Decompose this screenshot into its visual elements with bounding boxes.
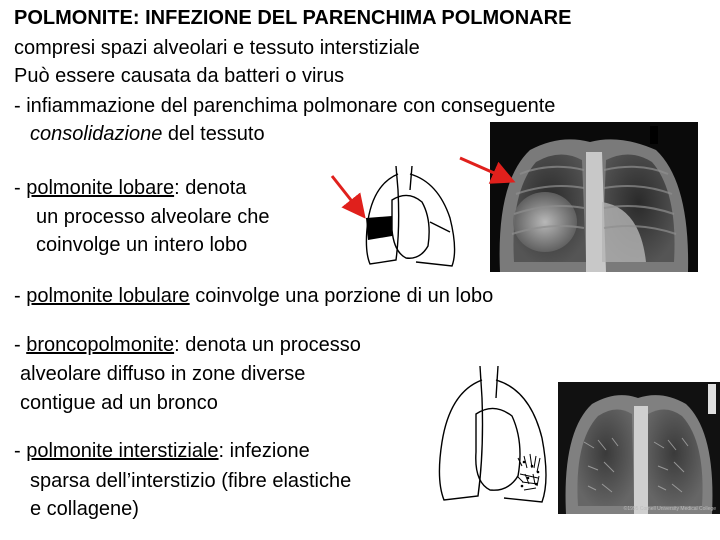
term-polmonite-lobulare: polmonite lobulare	[26, 285, 190, 307]
item-lobulare-text: coinvolge una porzione di un lobo	[189, 285, 494, 307]
intro-line-3: - infiammazione del parenchima polmonare con conseguente	[14, 95, 556, 117]
item-prefix: -	[14, 440, 27, 462]
term-broncopolmonite: broncopolmonite	[26, 334, 175, 356]
intro-line-4-rest: del tessuto	[162, 123, 265, 145]
intro-line-1: compresi spazi alveolari e tessuto interstiziale	[14, 37, 420, 59]
term-polmonite-interstiziale: polmonite interstiziale	[26, 440, 219, 462]
item-prefix: -	[14, 177, 27, 199]
item-broncopolmonite-text: : denota un processo	[174, 334, 361, 356]
term-polmonite-lobare: polmonite lobare	[26, 177, 175, 199]
item-prefix: -	[14, 285, 27, 307]
item-broncopolmonite-cont-2: contigue ad un bronco	[20, 392, 218, 414]
item-lobare-text: : denota	[174, 177, 247, 199]
arrow-to-diagram	[332, 176, 362, 214]
xray-credit: ©1995 Cornell University Medical College	[623, 506, 716, 512]
slide-title: POLMONITE: INFEZIONE DEL PARENCHIMA POLMONARE	[14, 7, 572, 29]
item-broncopolmonite-cont-1: alveolare diffuso in zone diverse	[20, 363, 306, 385]
item-prefix: -	[14, 334, 27, 356]
item-interstiziale-cont-2: e collagene)	[30, 498, 139, 520]
consolidazione-term: consolidazione	[30, 123, 163, 145]
item-interstiziale-cont-1: sparsa dell’interstizio (fibre elastiche	[30, 470, 352, 492]
item-lobare-cont-1: un processo alveolare che	[36, 206, 270, 228]
arrow-to-xray	[460, 158, 510, 180]
item-interstiziale-text: : infezione	[218, 440, 310, 462]
item-lobare-cont-2: coinvolge un intero lobo	[36, 234, 248, 256]
intro-line-2: Può essere causata da batteri o virus	[14, 65, 345, 87]
